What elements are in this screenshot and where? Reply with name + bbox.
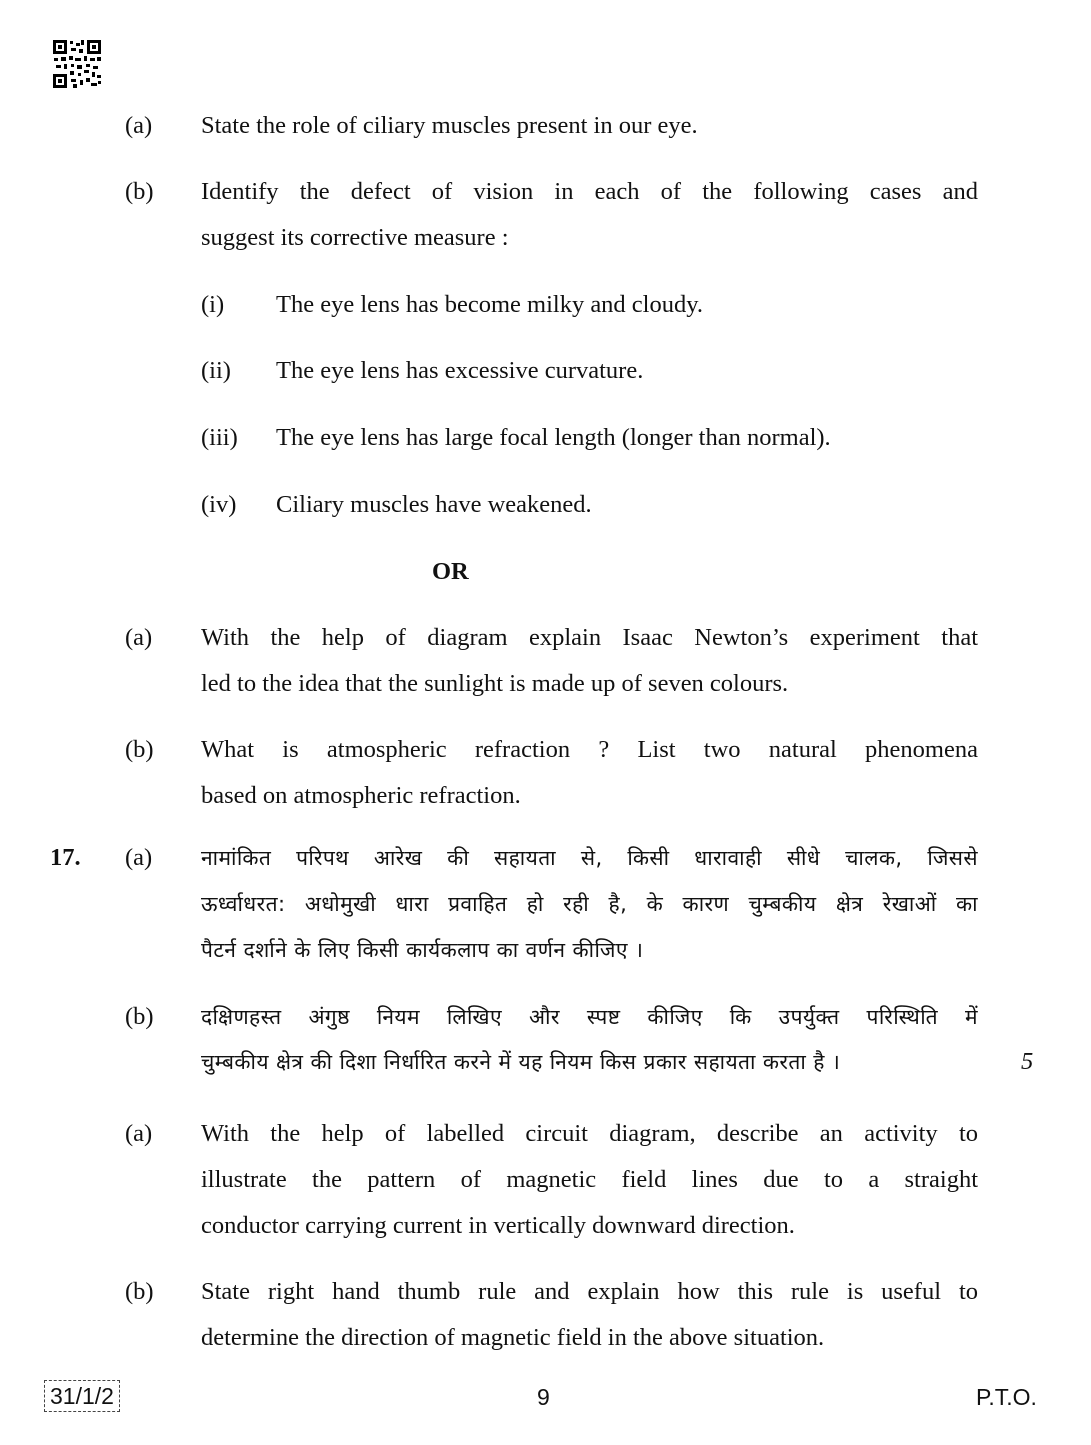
q17-eng-b-line-1: State right hand thumb rule and explain how this rule is useful to	[201, 1278, 978, 1305]
marks-value: 5	[1021, 1048, 1034, 1075]
pto-label: P.T.O.	[976, 1384, 1037, 1410]
q17-hindi-a-line-1: नामांकित परिपथ आरेख की सहायता से, किसी धारावाही सीधे चालक, जिससे	[201, 846, 978, 870]
q17-eng-b-line-2: determine the direction of magnetic field in the above situation.	[201, 1324, 825, 1351]
q17-eng-a-label: (a)	[125, 1120, 153, 1147]
q17-hindi-b-label: (b)	[125, 1003, 154, 1030]
q17-hindi-b-line-1: दक्षिणहस्त अंगुष्ठ नियम लिखिए और स्पष्ट कीजिए कि उपर्युक्त परिस्थिति में	[201, 1005, 978, 1029]
q17-hindi-a-line-2: ऊर्ध्वाधरत: अधोमुखी धारा प्रवाहित हो रही है, के कारण चुम्बकीय क्षेत्र रेखाओं का	[201, 892, 978, 916]
q17-eng-a-line-1: With the help of labelled circuit diagram, describe an activity to	[201, 1120, 978, 1147]
sub-item-label: (ii)	[201, 357, 231, 384]
q17-eng-b-label: (b)	[125, 1278, 154, 1305]
part-a-label: (a)	[125, 112, 153, 139]
part-b-line-2: suggest its corrective measure :	[201, 224, 509, 251]
alt-b-line-2: based on atmospheric refraction.	[201, 782, 521, 809]
sub-item-label: (iii)	[201, 424, 238, 451]
qr-code-icon	[53, 40, 101, 88]
sub-item-label: (iv)	[201, 491, 237, 518]
part-b-label: (b)	[125, 178, 154, 205]
sub-item-text: The eye lens has become milky and cloudy.	[276, 291, 704, 318]
alt-a-label: (a)	[125, 624, 153, 651]
alt-a-line-2: led to the idea that the sunlight is made up of seven colours.	[201, 670, 789, 697]
alt-b-label: (b)	[125, 736, 154, 763]
q17-eng-a-line-3: conductor carrying current in vertically downward direction.	[201, 1212, 795, 1239]
sub-item-text: The eye lens has large focal length (longer than normal).	[276, 424, 831, 451]
q17-hindi-a-line-3: पैटर्न दर्शाने के लिए किसी कार्यकलाप का वर्णन कीजिए ।	[201, 938, 644, 962]
sub-item-text: Ciliary muscles have weakened.	[276, 491, 592, 518]
q17-hindi-b-line-2: चुम्बकीय क्षेत्र की दिशा निर्धारित करने में यह नियम किस प्रकार सहायता करता है ।	[201, 1050, 841, 1074]
sub-item-label: (i)	[201, 291, 225, 318]
part-b-line-1: Identify the defect of vision in each of the following cases and	[201, 178, 978, 205]
q17-hindi-a-label: (a)	[125, 844, 153, 871]
or-separator: OR	[432, 558, 469, 585]
sub-item-text: The eye lens has excessive curvature.	[276, 357, 644, 384]
paper-code: 31/1/2	[44, 1380, 120, 1412]
alt-a-line-1: With the help of diagram explain Isaac Newton’s experiment that	[201, 624, 978, 651]
q17-eng-a-line-2: illustrate the pattern of magnetic field lines due to a straight	[201, 1166, 978, 1193]
question-number: 17.	[50, 844, 81, 871]
page-number: 9	[537, 1384, 550, 1410]
alt-b-line-1: What is atmospheric refraction ? List two natural phenomena	[201, 736, 978, 763]
part-a-text: State the role of ciliary muscles present in our eye.	[201, 112, 698, 139]
